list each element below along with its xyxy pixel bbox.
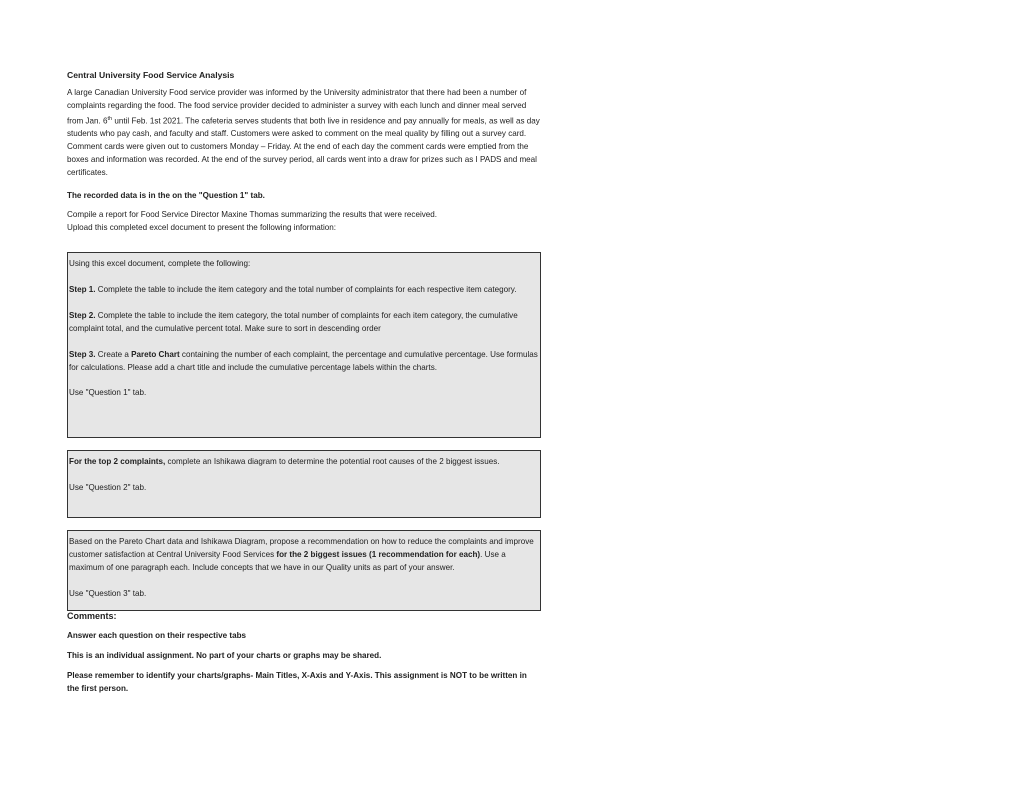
box2-bold: For the top 2 complaints,: [69, 457, 166, 466]
question-1-box: [67, 252, 541, 438]
question-2-box: [67, 450, 541, 518]
comments-title: Comments:: [67, 611, 117, 621]
assignment-sheet: [67, 70, 541, 693]
step-2-label: Step 2.: [69, 310, 96, 320]
box1-intro: Using this excel document, complete the following:: [69, 259, 251, 268]
recorded-data-note: The recorded data is in the on the "Question 1" tab.: [67, 191, 265, 201]
step-3-label: Step 3.: [69, 349, 96, 359]
step-1-text: Complete the table to include the item category and the total number of complaints for each respective item category.: [95, 284, 517, 294]
step-3-pareto: Pareto Chart: [131, 349, 180, 359]
step-3-text: containing the number of each complaint, the percentage and cumulative percentage. Use formulas for calculations. Please add a chart title and include the cumulative percentage labels within the charts.: [69, 349, 538, 372]
box3-bold: for the 2 biggest issues (1 recommendation for each): [276, 549, 481, 559]
comment-line-2: This is an individual assignment. No part of your charts or graphs may be shared.: [67, 650, 382, 660]
intro-text-part2: until Feb. 1st 2021. The cafeteria serves students that both live in residence and pay annually for meals, as well as day students who pay cash, and faculty and staff. Customers were asked to comment on the meal quality by filling out a survey card. Comment cards were given out to customers Monday – Friday. At the end of each day the comment cards were emptied from the boxes and information was recorded. At the end of the survey period, all cards went into a draw for prizes such as I PADS and meal certificates.: [67, 116, 540, 178]
intro-text-part1: A large Canadian University Food service provider was informed by the University administrator that there had been a number of complaints regarding the food. The food service provider decided to administer a survey with each lunch and dinner meal served from Jan. 6: [67, 88, 527, 126]
question-3-tab-note: Use "Question 3" tab.: [69, 588, 147, 598]
question-2-tab-note: Use "Question 2" tab.: [69, 482, 147, 492]
step-2: [69, 310, 539, 336]
upload-instruction: Upload this completed excel document to present the following information:: [67, 222, 337, 232]
comments-section: [67, 611, 541, 703]
step-2-text: Complete the table to include the item category, the total number of complaints for each item category, the cumulative complaint total, and the cumulative percent total. Make sure to sort in descending order: [69, 310, 518, 333]
box3-body-2: . Use a maximum of one paragraph each. Include concepts that we have in our Quality units as part of your answer.: [69, 549, 506, 572]
step-1: [69, 284, 539, 297]
box2-body: complete an Ishikawa diagram to determine the potential root causes of the 2 biggest issues.: [165, 457, 500, 466]
step-3: [69, 349, 539, 375]
document-title: Central University Food Service Analysis: [67, 70, 235, 80]
compile-instruction: Compile a report for Food Service Director Maxine Thomas summarizing the results that were received.: [67, 209, 438, 219]
question-1-tab-note: Use "Question 1" tab.: [69, 388, 147, 398]
step-1-label: Step 1.: [69, 284, 96, 294]
box3-body-1: Based on the Pareto Chart data and Ishikawa Diagram, propose a recommendation on how to reduce the complaints and improve customer satisfaction at Central University Food Services: [69, 537, 534, 559]
comment-line-3: Please remember to identify your charts/graphs- Main Titles, X-Axis and Y-Axis. This assignment is NOT to be written in the first person.: [67, 670, 527, 693]
step-3-pre: Create a: [95, 349, 132, 359]
comment-line-1: Answer each question on their respective tabs: [67, 631, 247, 640]
box3-text: [69, 536, 539, 575]
intro-superscript: th: [107, 115, 113, 122]
intro-paragraph: [67, 87, 541, 180]
question-3-box: [67, 530, 541, 611]
box2-text: [69, 456, 539, 469]
